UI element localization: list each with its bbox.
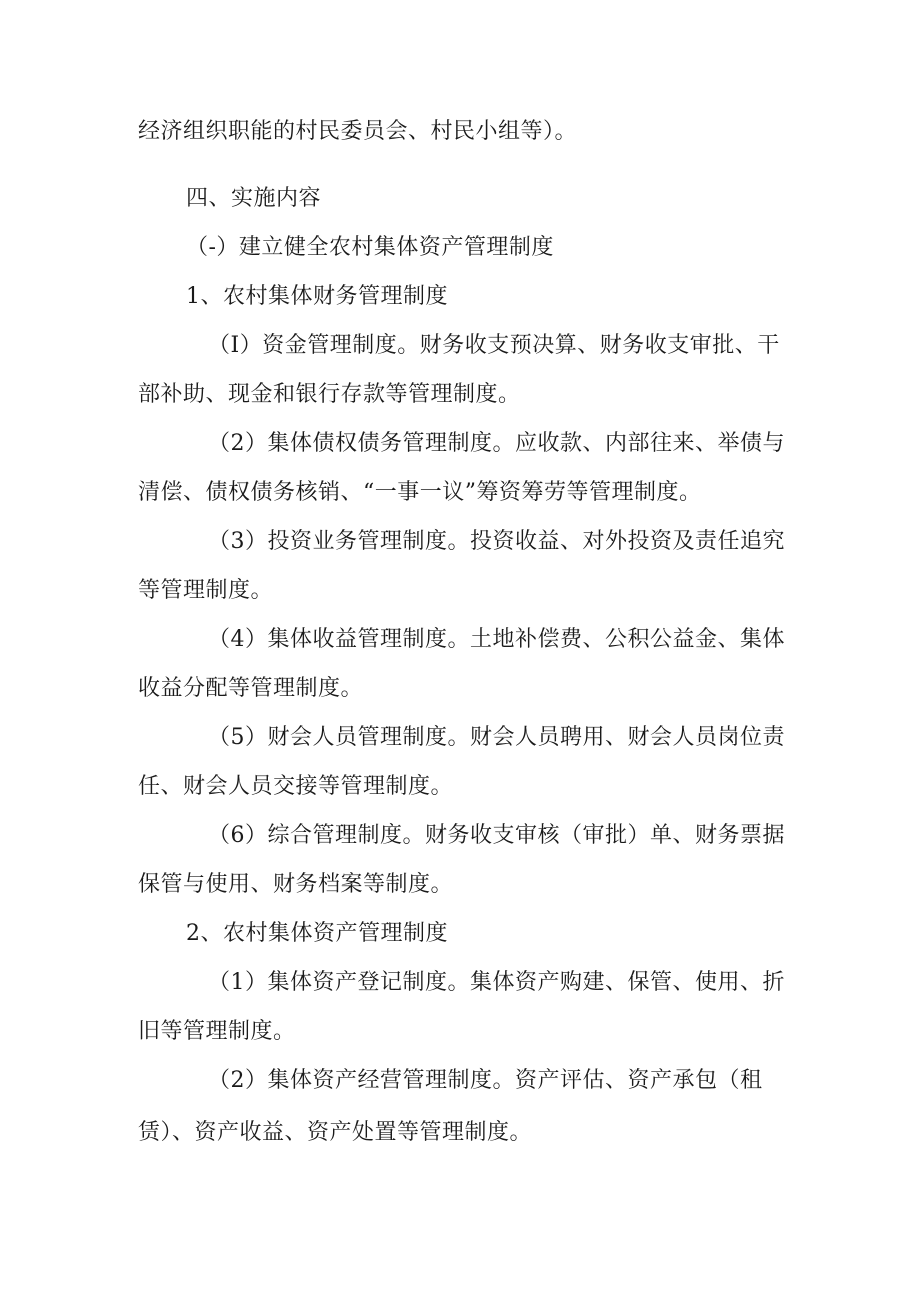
item-heading: 2、农村集体资产管理制度 [186, 921, 448, 946]
paragraph-line: （1）集体资产登记制度。集体资产购建、保管、使用、折 [208, 970, 785, 995]
paragraph-line: 清偿、债权债务核销、“一事一议”筹资筹劳等管理制度。 [138, 480, 702, 505]
subsection-heading: （-）建立健全农村集体资产管理制度 [186, 235, 554, 260]
paragraph-line: 旧等管理制度。 [138, 1019, 296, 1044]
text-line: 经济组织职能的村民委员会、村民小组等）。 [138, 119, 578, 144]
paragraph-line: 任、财会人员交接等管理制度。 [138, 774, 454, 799]
paragraph-line: 等管理制度。 [138, 578, 274, 603]
item-heading: 1、农村集体财务管理制度 [186, 284, 448, 309]
paragraph-line: （4）集体收益管理制度。土地补偿费、公积公益金、集体 [208, 627, 785, 652]
paragraph-line: （2）集体资产经营管理制度。资产评估、资产承包（租 [208, 1068, 763, 1093]
paragraph-line: （3）投资业务管理制度。投资收益、对外投资及责任追究 [208, 529, 785, 554]
paragraph-line: 赁）、资产收益、资产处置等管理制度。 [138, 1120, 533, 1145]
paragraph-line: 保管与使用、财务档案等制度。 [138, 872, 454, 897]
paragraph-line: （2）集体债权债务管理制度。应收款、内部往来、举债与 [208, 431, 785, 456]
section-heading: 四、实施内容 [186, 186, 322, 211]
paragraph-line: 收益分配等管理制度。 [138, 676, 364, 701]
paragraph-line: （I）资金管理制度。财务收支预决算、财务收支审批、干 [208, 333, 780, 358]
paragraph-line: （6）综合管理制度。财务收支审核（审批）单、财务票据 [208, 823, 785, 848]
paragraph-line: 部补助、现金和银行存款等管理制度。 [138, 382, 521, 407]
paragraph-line: （5）财会人员管理制度。财会人员聘用、财会人员岗位责 [208, 725, 785, 750]
